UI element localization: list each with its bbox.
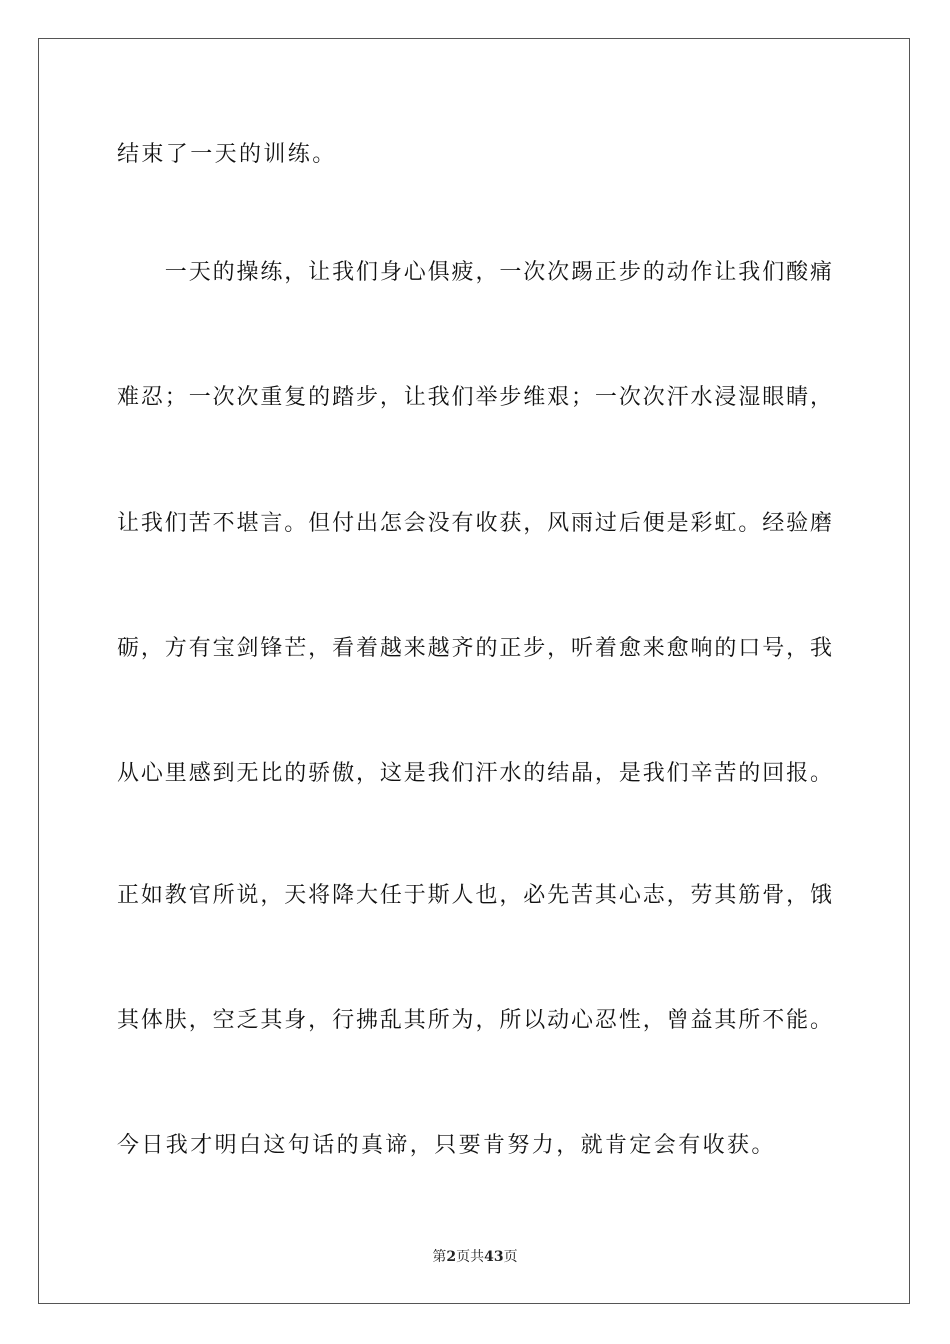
total-prefix: 共	[470, 1249, 485, 1265]
total-suffix: 页	[503, 1249, 518, 1265]
paragraph-line-5: 砺，方有宝剑锋芒，看着越来越齐的正步，听着愈来愈响的口号，我	[117, 636, 832, 661]
paragraph-line-7: 正如教官所说，天将降大任于斯人也，必先苦其心志，劳其筋骨，饿	[117, 883, 832, 908]
page-footer	[0, 1248, 950, 1266]
paragraph-line-6: 从心里感到无比的骄傲，这是我们汗水的结晶，是我们辛苦的回报。	[117, 761, 832, 786]
paragraph-line-3: 难忍；一次次重复的踏步，让我们举步维艰；一次次汗水浸湿眼睛，	[117, 385, 832, 410]
page-prefix: 第	[432, 1249, 447, 1265]
page-border	[38, 38, 910, 1304]
paragraph-line-9: 今日我才明白这句话的真谛，只要肯努力，就肯定会有收获。	[117, 1133, 776, 1158]
paragraph-line-1: 结束了一天的训练。	[117, 142, 337, 167]
total-pages: 43	[484, 1249, 504, 1265]
page-number: 2	[446, 1249, 457, 1265]
paragraph-line-2: 一天的操练，让我们身心俱疲，一次次踢正步的动作让我们酸痛	[117, 260, 832, 285]
paragraph-line-8: 其体肤，空乏其身，行拂乱其所为，所以动心忍性，曾益其所不能。	[117, 1008, 832, 1033]
page-suffix: 页	[456, 1249, 471, 1265]
paragraph-line-4: 让我们苦不堪言。但付出怎会没有收获，风雨过后便是彩虹。经验磨	[117, 511, 832, 536]
